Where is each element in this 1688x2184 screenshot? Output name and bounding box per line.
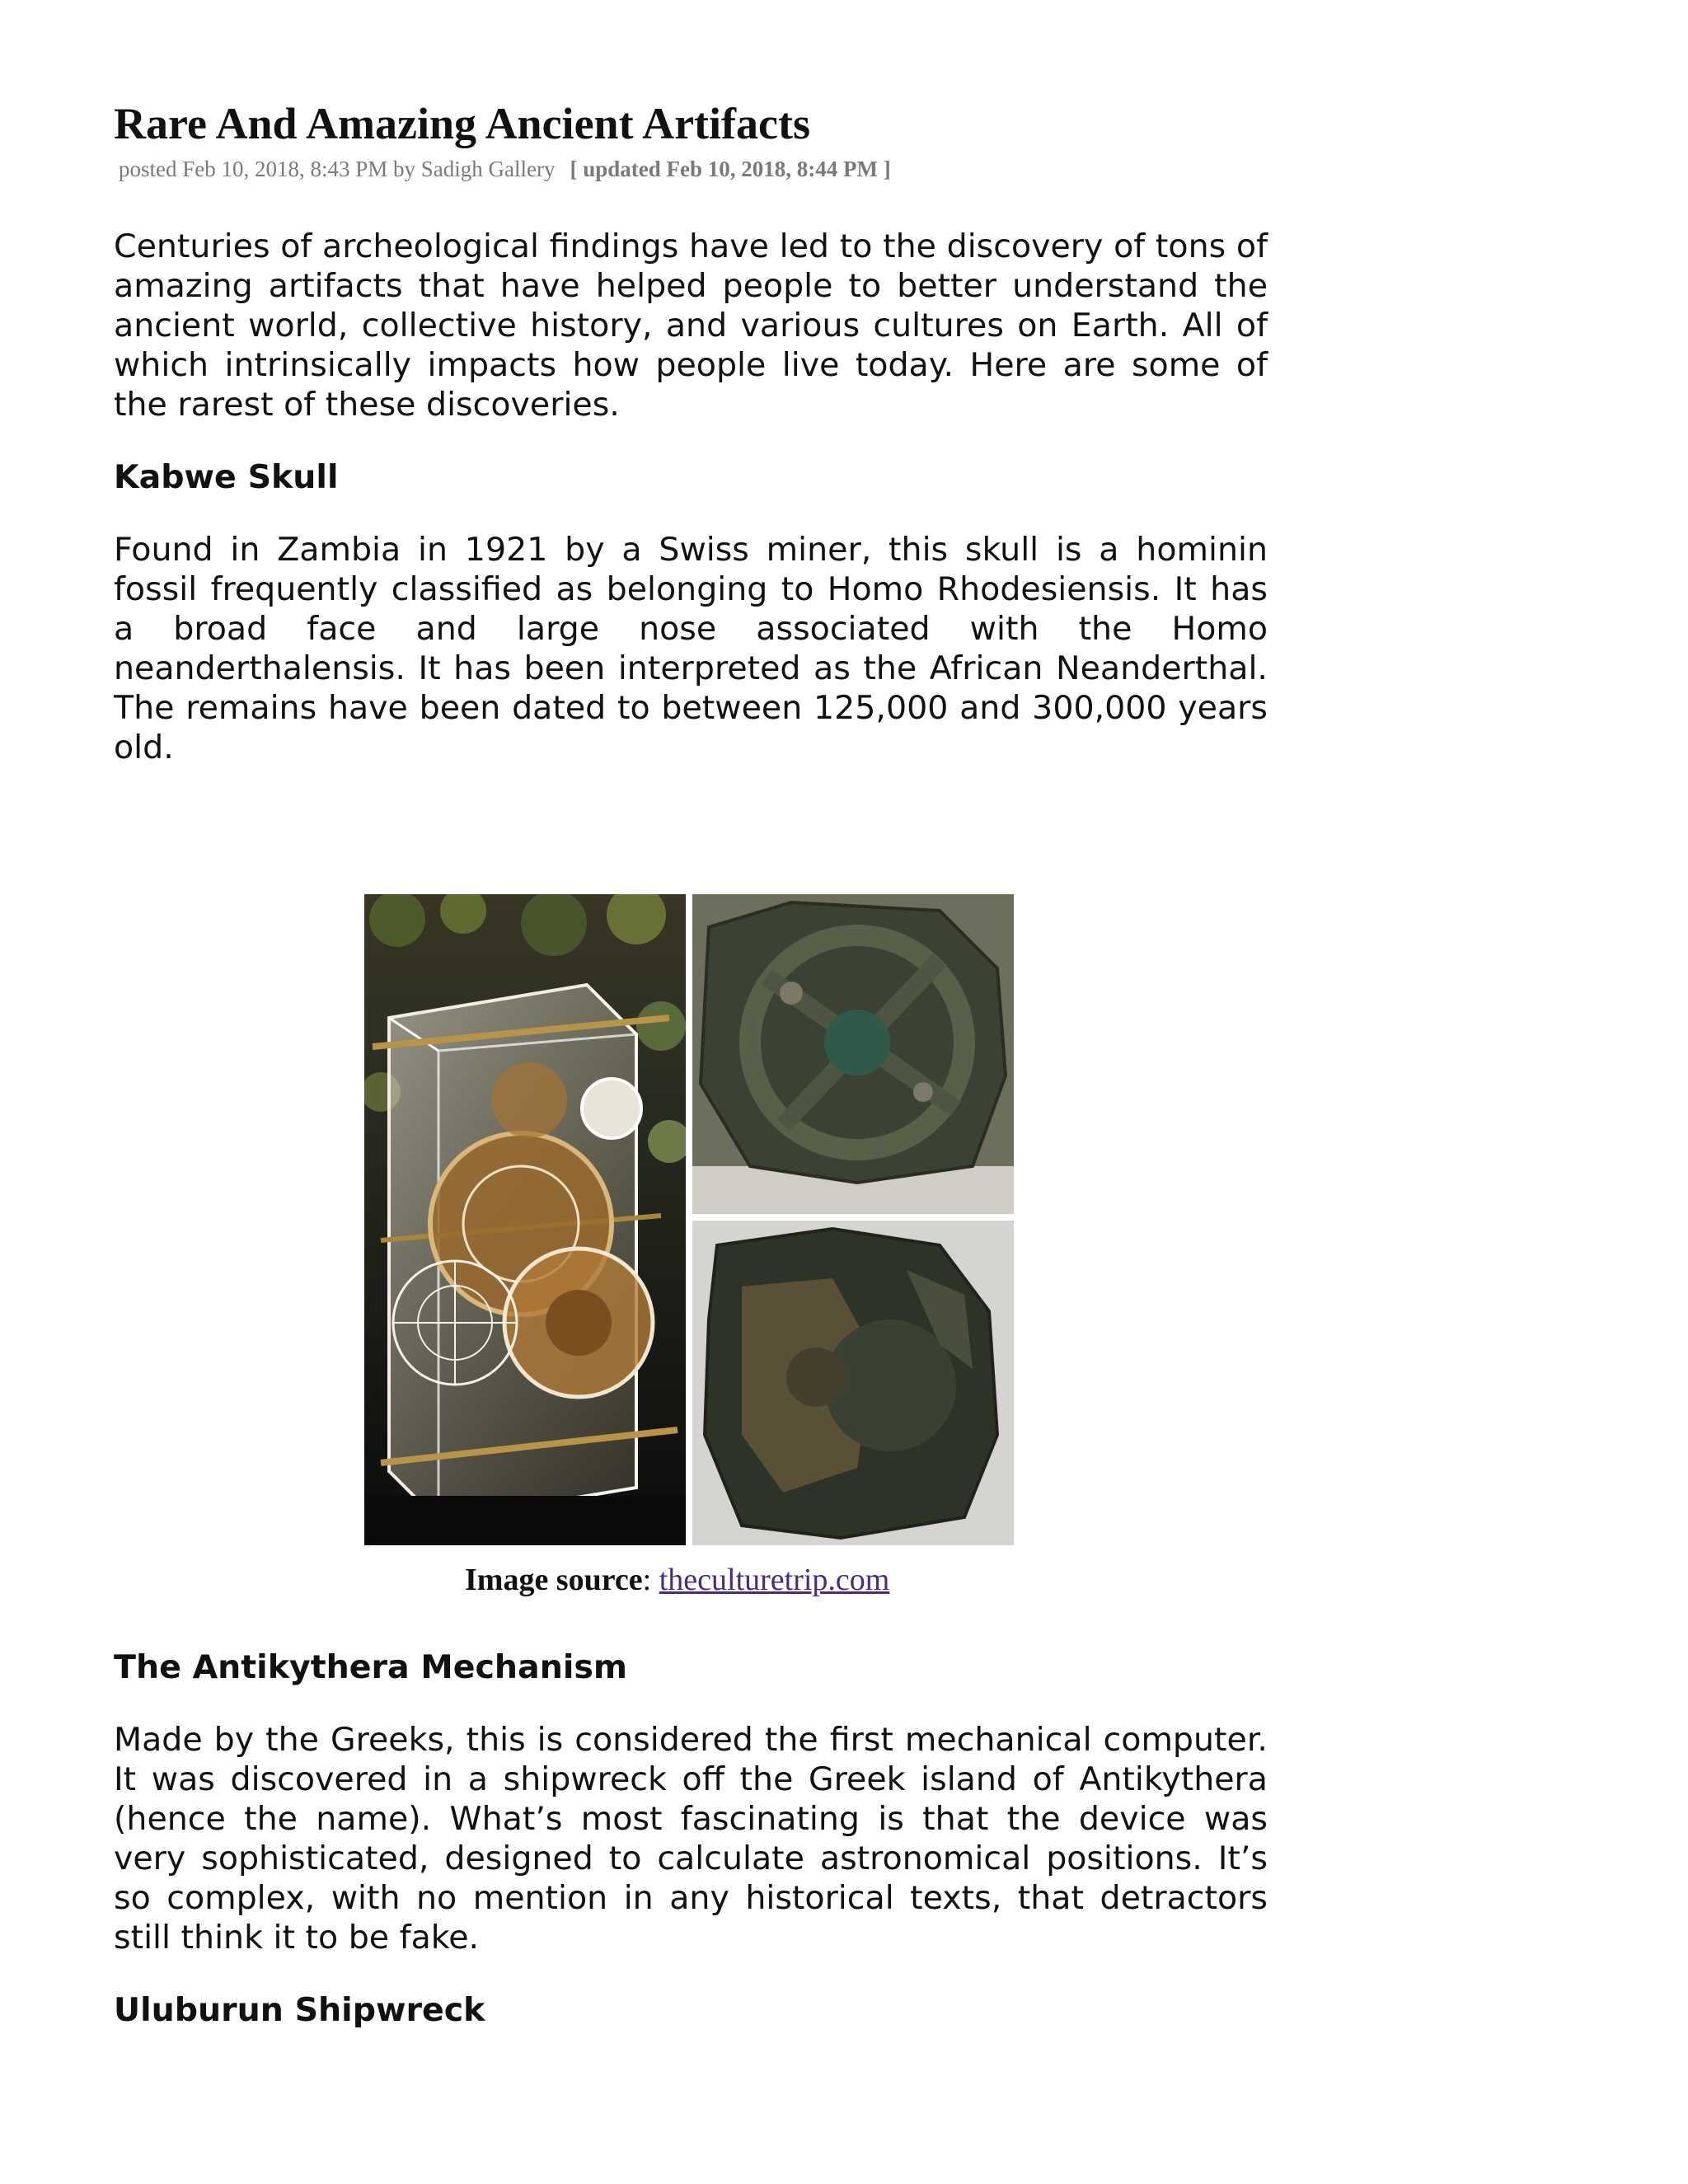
reconstruction-illustration [364,894,686,1545]
posted-info: posted Feb 10, 2018, 8:43 PM by Sadigh Gallery [119,157,556,181]
section-heading-kabwe-skull: Kabwe Skull [114,458,339,496]
artifact-figure [114,767,1268,1608]
section-text-antikythera: Made by the Greeks, this is considered the first mechanical computer. It was discovered in a shipwreck off the Greek island of Antikythera (hence the name). What’s most fascinating is that the device was very sophisticated, designed to calculate astronomical positions. It’s so complex, with no mention in any historical texts, that detractors still think it to be fake. [114,1721,1268,1957]
updated-info: [ updated Feb 10, 2018, 8:44 PM ] [570,157,891,181]
section-heading-uluburun: Uluburun Shipwreck [114,1991,485,2029]
mechanism-reconstruction-photo [364,894,686,1545]
post-meta [114,157,1268,182]
mechanism-fragment-photo-back [692,1221,1014,1545]
image-caption [465,1562,889,1598]
caption-label: Image source [465,1563,643,1597]
fragment-front-illustration [692,894,1014,1214]
mechanism-fragment-photo-front [692,894,1014,1214]
section-text-kabwe-skull: Found in Zambia in 1921 by a Swiss miner, this skull is a hominin fossil frequently classified as belonging to Homo Rhodesiensis. It has a broad face and large nose associated with the Homo neanderthalensis. It has been interpreted as the African Neanderthal. The remains have been dated to between 125,000 and 300,000 years old. [114,531,1268,766]
post-page [114,97,1268,2030]
section-heading-antikythera: The Antikythera Mechanism [114,1648,628,1686]
caption-separator: : [642,1563,652,1597]
caption-source-link[interactable]: theculturetrip.com [659,1563,890,1597]
intro-paragraph: Centuries of archeological findings have led to the discovery of tons of amazing artifacts that have helped people to better understand the ancient world, collective history, and various cultures on Earth. All of which intrinsically impacts how people live today. Here are some of the rarest of these discoveries. [114,227,1268,424]
fragment-back-illustration [692,1221,1014,1545]
post-title: Rare And Amazing Ancient Artifacts [114,99,810,148]
